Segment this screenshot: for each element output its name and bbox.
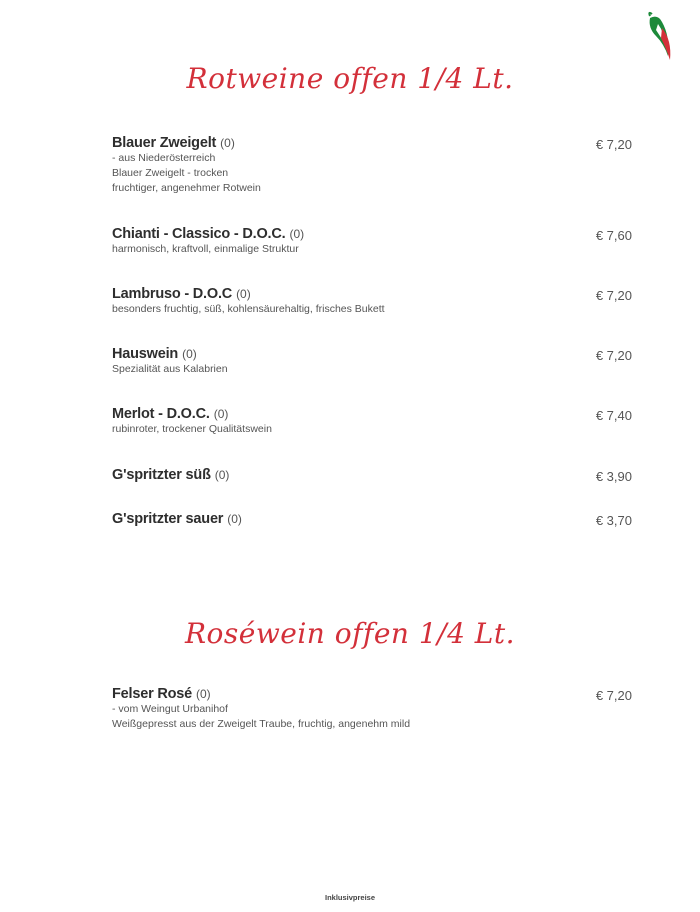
item-qualifier: (0) <box>214 468 230 482</box>
menu-item-merlot <box>112 406 632 437</box>
item-name: Lambruso - D.O.C <box>112 286 233 302</box>
menu-item-gspritzter-sauer <box>112 511 632 527</box>
menu-item-felser-rose <box>112 686 632 732</box>
item-qualifier: (0) <box>227 512 242 526</box>
menu-item-lambruso <box>112 286 632 317</box>
item-price: € 7,20 <box>595 348 632 363</box>
item-description: besonders fruchtig, süß, kohlensäurehaltig, frisches Bukett <box>112 303 385 315</box>
item-name: Hauswein <box>112 346 179 362</box>
chili-pepper-logo-icon <box>644 10 676 62</box>
item-description: Spezialität aus Kalabrien <box>112 363 228 375</box>
item-name: G'spritzter sauer <box>112 511 224 527</box>
item-qualifier: (0) <box>213 407 229 421</box>
section-title-rose-wines: Roséwein offen 1/4 Lt. <box>184 617 516 650</box>
item-name: Felser Rosé <box>112 686 193 702</box>
item-price: € 7,60 <box>595 228 632 243</box>
item-price: € 3,90 <box>595 469 632 484</box>
item-qualifier: (0) <box>182 347 197 361</box>
item-price: € 3,70 <box>595 513 632 528</box>
item-description: harmonisch, kraftvoll, einmalige Struktur <box>112 243 299 255</box>
item-description: Weißgepresst aus der Zweigelt Traube, fruchtig, angenehm mild <box>112 718 411 730</box>
menu-item-chianti <box>112 226 632 257</box>
item-name: Merlot - D.O.C. <box>112 406 210 422</box>
item-name: Chianti - Classico - D.O.C. <box>112 226 286 242</box>
item-qualifier: (0) <box>289 227 305 241</box>
menu-item-hauswein <box>112 346 632 377</box>
item-qualifier: (0) <box>196 687 211 701</box>
footer-note: Inklusivpreise <box>324 893 376 902</box>
item-description: Blauer Zweigelt - trocken <box>112 167 229 179</box>
item-qualifier: (0) <box>236 287 251 301</box>
item-description: - aus Niederösterreich <box>112 152 216 164</box>
item-price: € 7,20 <box>595 688 632 703</box>
item-price: € 7,40 <box>595 408 632 423</box>
item-qualifier: (0) <box>220 136 235 150</box>
item-price: € 7,20 <box>595 137 632 152</box>
item-description: - vom Weingut Urbanihof <box>112 703 228 715</box>
section-title-red-wines: Rotweine offen 1/4 Lt. <box>186 62 514 95</box>
item-name: Blauer Zweigelt <box>112 135 217 151</box>
item-price: € 7,20 <box>595 288 632 303</box>
menu-item-gspritzter-suess <box>112 467 632 483</box>
menu-item-blauer-zweigelt <box>112 135 632 196</box>
item-description: rubinroter, trockener Qualitätswein <box>112 423 272 435</box>
item-description: fruchtiger, angenehmer Rotwein <box>112 182 261 194</box>
item-name: G'spritzter süß <box>112 467 211 483</box>
